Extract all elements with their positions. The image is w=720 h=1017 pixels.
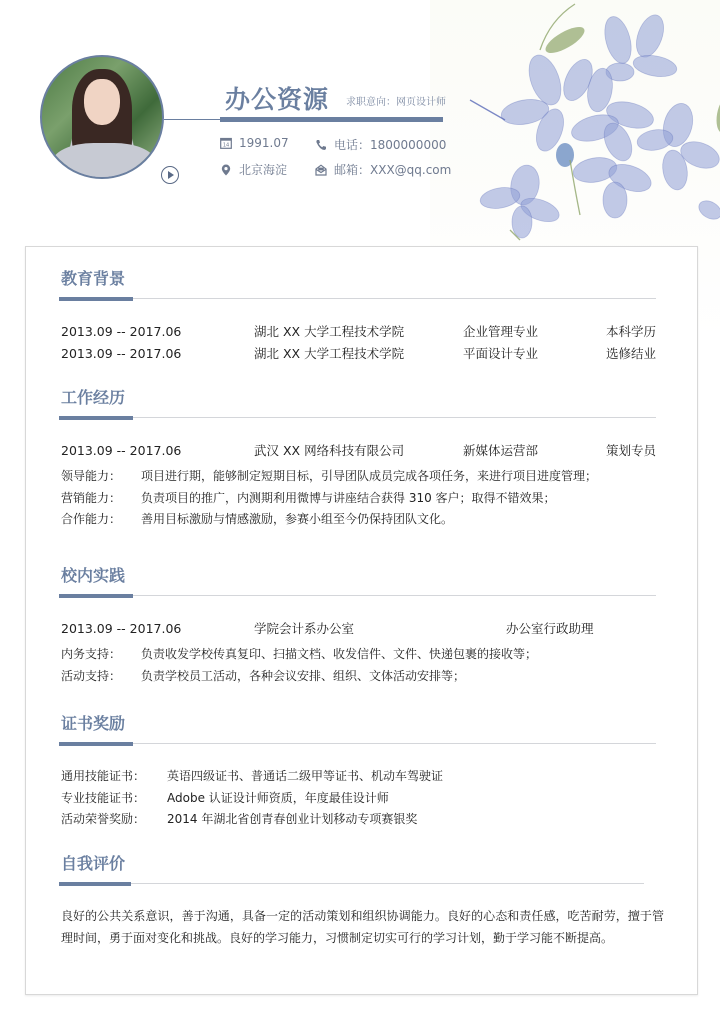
detail-value: 善用目标激励与情感激励，参赛小组至今仍保持团队文化。 xyxy=(141,512,454,526)
campus-detail xyxy=(59,644,656,666)
job-intent: 求职意向：网页设计师 xyxy=(346,97,446,108)
work-detail xyxy=(59,488,656,510)
degree: 本科学历 xyxy=(605,324,656,339)
detail-value: 项目进行期，能够制定短期目标，引导团队成员完成各项任务，来进行项目进度管理； xyxy=(141,469,598,483)
phone-icon xyxy=(315,139,327,151)
avatar-face xyxy=(84,79,120,125)
location xyxy=(220,161,287,178)
period: 2013.09 -- 2017.06 xyxy=(61,443,182,458)
birth-date-value: 1991.07 xyxy=(239,136,289,150)
section-self-evaluation xyxy=(59,852,664,949)
detail-label: 合作能力： xyxy=(61,512,122,526)
position: 办公室行政助理 xyxy=(506,621,594,636)
self-evaluation-text: 良好的公共关系意识，善于沟通，具备一定的活动策划和组织协调能力。良好的心态和责任感，吃苦耐劳，擅于管理时间，勇于面对变化和挑战。良好的学习能力，习惯制定切实可行的学习计划，勤于学习能不断提高。 xyxy=(61,909,664,945)
position: 策划专员 xyxy=(605,443,656,458)
section-divider xyxy=(59,297,656,301)
organization: 学院会计系办公室 xyxy=(254,621,355,636)
education-row xyxy=(59,343,656,365)
detail-value: 负责学校员工活动，各种会议安排、组织、文体活动安排等； xyxy=(141,668,466,683)
work-detail xyxy=(59,466,656,488)
section-certificates xyxy=(59,712,656,831)
work-detail xyxy=(59,509,656,531)
work-row xyxy=(59,440,656,462)
detail-label: 营销能力： xyxy=(61,490,122,505)
certificate-item xyxy=(59,788,656,810)
section-title: 校内实践 xyxy=(61,566,126,585)
detail-label: 活动荣誉奖励： xyxy=(61,812,146,826)
candidate-name: 办公资源 xyxy=(225,85,330,114)
svg-text:14: 14 xyxy=(222,142,230,149)
name-underline-bar xyxy=(220,117,443,122)
campus-row xyxy=(59,618,656,640)
phone-value: 电话：1800000000 xyxy=(334,138,447,152)
degree: 选修结业 xyxy=(605,346,656,361)
detail-label: 领导能力： xyxy=(61,469,122,483)
period: 2013.09 -- 2017.06 xyxy=(61,621,182,636)
section-divider xyxy=(59,416,656,420)
watercolor-flowers-decoration xyxy=(450,0,720,245)
section-divider xyxy=(59,594,656,598)
section-title: 教育背景 xyxy=(61,269,126,288)
certificate-item xyxy=(59,809,656,831)
company: 武汉 XX 网络科技有限公司 xyxy=(254,443,405,458)
section-divider xyxy=(59,742,656,746)
location-value: 北京海淀 xyxy=(239,163,288,177)
detail-label: 通用技能证书： xyxy=(61,769,146,783)
email xyxy=(315,161,451,178)
major: 平面设计专业 xyxy=(463,346,539,361)
department: 新媒体运营部 xyxy=(463,443,539,458)
school: 湖北 XX 大学工程技术学院 xyxy=(254,346,405,361)
avatar-shirt xyxy=(52,143,156,179)
campus-detail xyxy=(59,666,656,688)
detail-value: 负责项目的推广，内测期利用微博与讲座结合获得 310 客户；取得不错效果； xyxy=(141,490,556,505)
location-pin-icon xyxy=(220,164,232,176)
phone-number xyxy=(315,136,446,153)
period: 2013.09 -- 2017.06 xyxy=(61,324,182,339)
section-title: 工作经历 xyxy=(61,388,126,407)
education-row xyxy=(59,321,656,343)
section-title: 证书奖励 xyxy=(61,714,126,733)
mail-icon xyxy=(315,164,327,176)
header-connector-line xyxy=(164,119,220,120)
detail-value: 负责收发学校传真复印、扫描文档、收发信件、文件、快递包裹的接收等； xyxy=(141,647,538,661)
detail-value: Adobe 认证设计师资质，年度最佳设计师 xyxy=(167,790,389,805)
certificate-item xyxy=(59,766,656,788)
detail-value: 英语四级证书、普通话二级甲等证书、机动车驾驶证 xyxy=(167,769,444,783)
major: 企业管理专业 xyxy=(463,324,539,339)
resume-card xyxy=(25,246,698,995)
section-work xyxy=(59,386,656,531)
calendar-icon xyxy=(220,137,232,149)
period: 2013.09 -- 2017.06 xyxy=(61,346,182,361)
play-icon[interactable] xyxy=(161,166,179,184)
detail-label: 专业技能证书： xyxy=(61,790,146,805)
detail-label: 活动支持： xyxy=(61,668,122,683)
detail-value: 2014 年湖北省创青春创业计划移动专项赛银奖 xyxy=(167,812,418,826)
section-education xyxy=(59,267,656,365)
school: 湖北 XX 大学工程技术学院 xyxy=(254,324,405,339)
birth-date xyxy=(220,136,289,150)
email-value: 邮箱：XXX@qq.com xyxy=(334,163,452,177)
section-title: 自我评价 xyxy=(61,854,126,873)
section-campus-practice xyxy=(59,564,656,687)
detail-label: 内务支持： xyxy=(61,647,122,661)
avatar-photo xyxy=(40,55,164,179)
section-divider xyxy=(59,882,644,886)
